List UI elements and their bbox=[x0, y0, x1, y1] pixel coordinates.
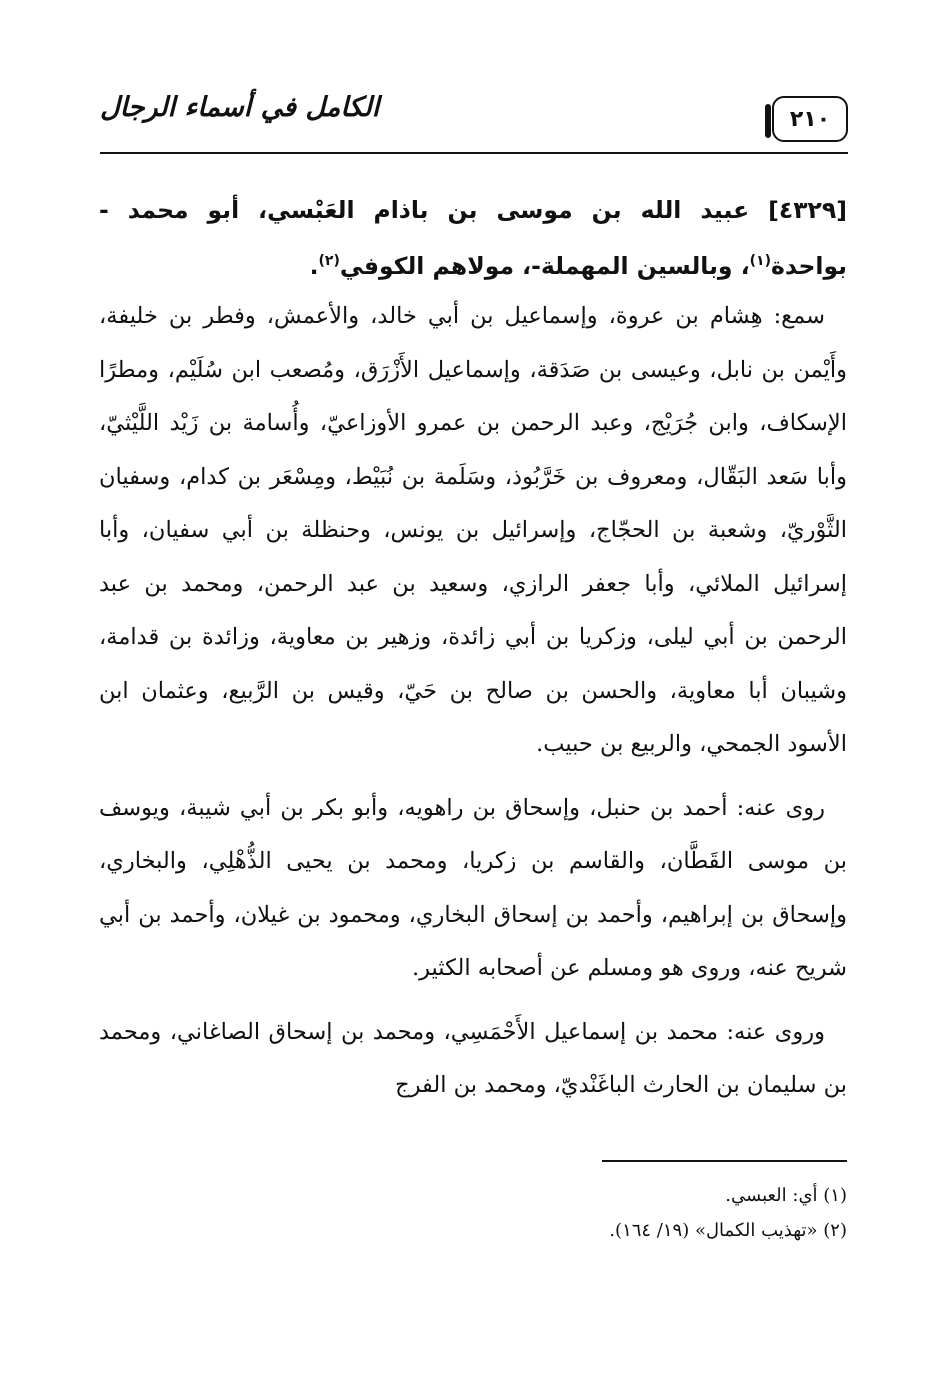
header-rule bbox=[100, 152, 848, 154]
entry-heading bbox=[99, 182, 847, 294]
page-header bbox=[100, 88, 848, 154]
footnote-1: (١) أي: العبسي. bbox=[725, 1185, 847, 1206]
entry-heading-part3: . bbox=[309, 252, 319, 280]
paragraph-teachers: سمع: هِشام بن عروة، وإسماعيل بن أبي خالد، والأعمش، وفطر بن خليفة، وأَيْمن بن نابل، وعيسى بن صَدَقة، وإسماعيل الأَزْرَق، ومُصعب ابن سُلَيْم، ومطرًا الإسكاف، وابن جُرَيْج، وعبد الرحمن بن عمرو الأوزاعيّ، وأُسامة بن زَيْد اللَّيْثيّ، وأبا سَعد البَقّال، ومعروف بن خَرَّبُوذ، وسَلَمة بن نُبَيْط، ومِسْعَر بن كدام، وسفيان الثَّوْريّ، وشعبة بن الحجّاج، وإسرائيل بن يونس، وحنظلة بن أبي سفيان، وأبا إسرائيل الملائي، وأبا جعفر الرازي، وسعيد بن عبد الرحمن، ومحمد بن عبد الرحمن بن أبي ليلى، وزكريا بن أبي زائدة، وزهير بن معاوية، وزائدة بن قدامة، وشيبان أبا معاوية، والحسن بن صالح بن حَيّ، وقيس بن الرَّبيع، وعثمان ابن الأسود الجمحي، والربيع بن حبيب. bbox=[99, 303, 847, 757]
book-title: الكامل في أسماء الرجال bbox=[100, 92, 380, 123]
page-number: ٢١٠ bbox=[772, 96, 848, 142]
footnote-mark-1: (١) bbox=[749, 253, 771, 270]
paragraph-students: روى عنه: أحمد بن حنبل، وإسحاق بن راهويه، وأبو بكر بن أبي شيبة، ويوسف بن موسى القَطَّان، والقاسم بن زكريا، ومحمد بن يحيى الذُّهْلِي، والبخاري، وإسحاق بن إبراهيم، وأحمد بن إسحاق البخاري، ومحمود بن غيلان، وأحمد بن أبي شريح عنه، وروى هو ومسلم عن أصحابه الكثير. bbox=[99, 794, 847, 981]
body-text bbox=[99, 290, 847, 1123]
entry-heading-part1: [٤٣٢٩] عبيد الله بن موسى بن باذام العَبْسي، أبو محمد - بواحدة bbox=[99, 196, 847, 280]
entry-heading-part2: ، وبالسين المهملة-، مولاهم الكوفي bbox=[339, 252, 750, 280]
footnote-2: (٢) «تهذيب الكمال» (١٩/ ١٦٤). bbox=[609, 1220, 847, 1241]
footnotes bbox=[99, 1178, 847, 1248]
paragraph-students-cont: وروى عنه: محمد بن إسماعيل الأَحْمَسِي، ومحمد بن إسحاق الصاغاني، ومحمد بن سليمان بن الحارث الباغَنْديّ، ومحمد بن الفرج bbox=[99, 1018, 847, 1098]
footnote-mark-2: (٢) bbox=[318, 253, 340, 270]
footnote-rule bbox=[602, 1160, 847, 1162]
